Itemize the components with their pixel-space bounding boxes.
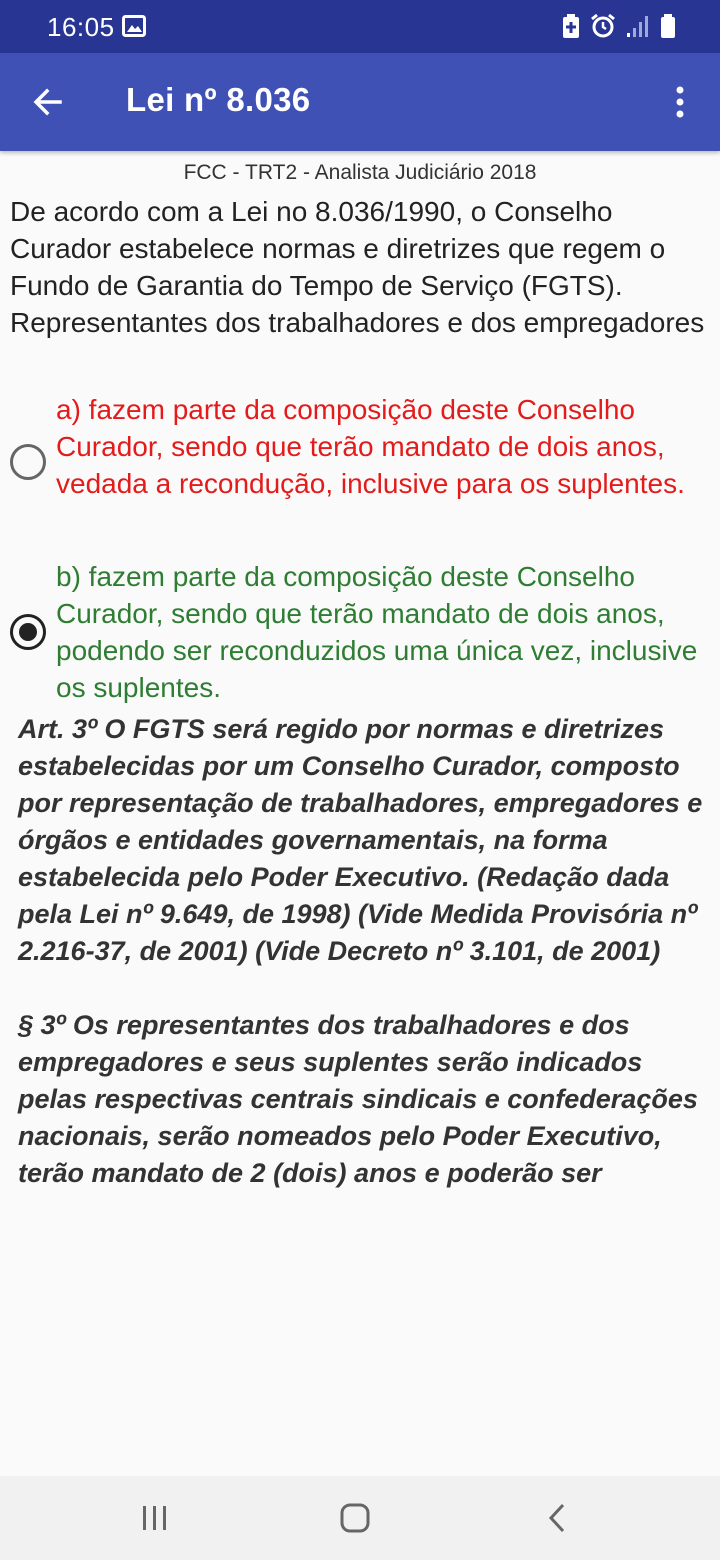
back-arrow-icon <box>32 86 64 118</box>
signal-icon <box>626 14 650 43</box>
explanation-paragraph: Art. 3º O FGTS será regido por normas e diretrizes estabelecidas por um Conselho Curador, composto por representação de trabalhadores, empregadores e órgãos e entidades governamentais, na forma estabelecida pelo Poder Executivo. (Redação dada pela Lei nº 9.649, de 1998) (Vide Medida Provisória nº 2.216-37, de 2001) (Vide Decreto nº 3.101, de 2001) <box>18 714 703 966</box>
more-vert-icon <box>675 86 685 118</box>
battery-saver-icon <box>562 13 580 44</box>
recents-button[interactable] <box>125 1496 185 1540</box>
status-icons <box>562 13 676 44</box>
status-bar <box>0 0 720 53</box>
recents-icon <box>140 1504 170 1532</box>
answer-option-a-text[interactable]: a) fazem parte da composição deste Conselho Curador, sendo que terão mandato de dois anos, vedada a recondução, inclusive para os suplentes. <box>56 394 685 499</box>
question-source: FCC - TRT2 - Analista Judiciário 2018 <box>183 161 537 184</box>
system-nav-bar <box>0 1476 720 1560</box>
explanation-paragraph: § 3º Os representantes dos trabalhadores e dos empregadores e seus suplentes serão indicados pelas respectivas centrais sindicais e confederações nacionais, serão nomeados pelo Poder Executivo, terão mandato de 2 (dois) anos e poderão ser <box>18 1010 698 1188</box>
status-time: 16:05 <box>47 12 115 42</box>
radio-unselected-icon[interactable] <box>10 444 46 480</box>
back-button[interactable] <box>28 82 68 122</box>
overflow-menu-button[interactable] <box>664 82 696 122</box>
radio-selected-icon[interactable] <box>10 614 46 650</box>
battery-icon <box>660 13 676 44</box>
question-text: De acordo com a Lei no 8.036/1990, o Conselho Curador estabelece normas e diretrizes que regem o Fundo de Garantia do Tempo de Serviço (FGTS). Representantes dos trabalhadores e dos empregadores <box>10 196 705 338</box>
system-back-button[interactable] <box>527 1496 587 1540</box>
home-button[interactable] <box>325 1496 385 1540</box>
page-title: Lei nº 8.036 <box>126 81 311 118</box>
alarm-icon <box>590 13 616 44</box>
question-content <box>0 151 720 1476</box>
home-icon <box>339 1502 371 1534</box>
gallery-icon <box>122 15 146 42</box>
app-bar <box>0 53 720 151</box>
explanation <box>18 711 718 1192</box>
answer-option-b-text[interactable]: b) fazem parte da composição deste Conselho Curador, sendo que terão mandato de dois anos, podendo ser reconduzidos uma única vez, inclusive os suplentes. <box>56 561 698 703</box>
back-icon <box>546 1502 568 1534</box>
radio-dot <box>19 623 37 641</box>
